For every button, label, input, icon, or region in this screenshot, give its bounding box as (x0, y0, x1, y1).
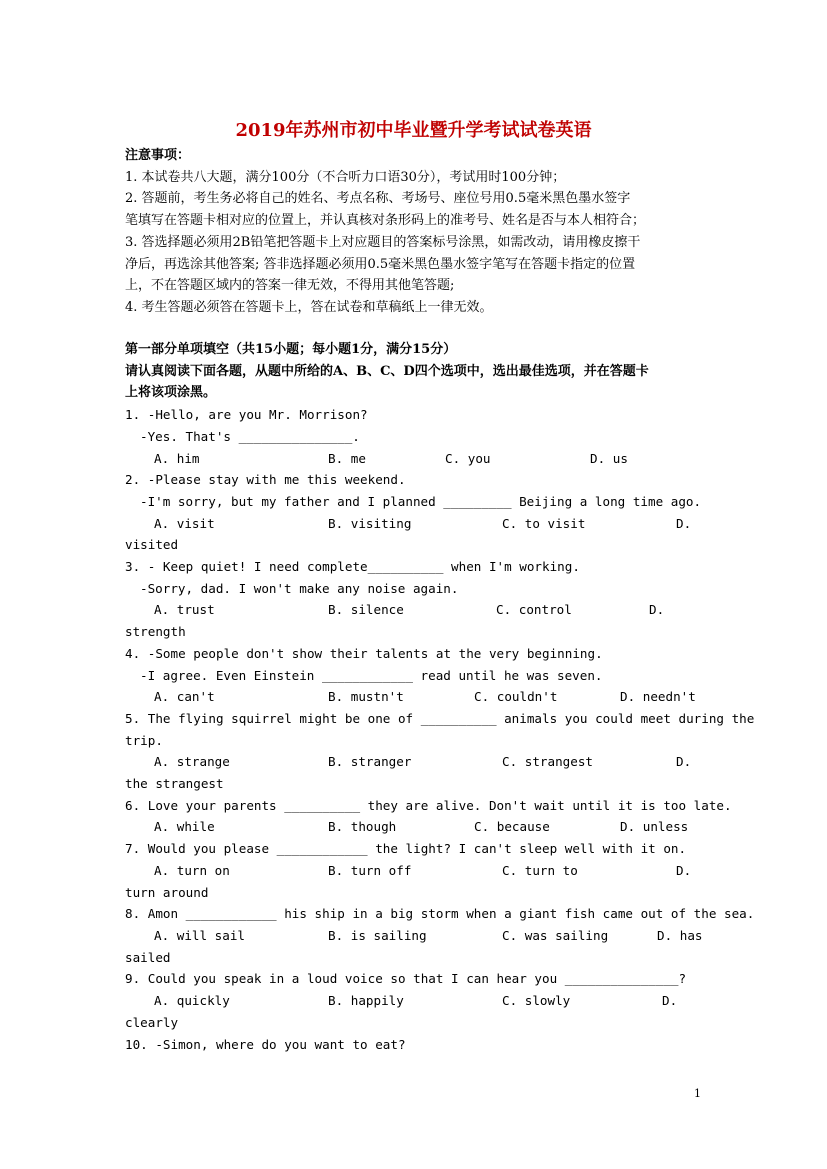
question-1: 1. -Hello, are you Mr. Morrison? (125, 407, 368, 423)
option-b: B. is sailing (328, 927, 427, 943)
option-c: C. to visit (502, 515, 586, 531)
question-5-wrap: trip. (125, 732, 163, 748)
option-b: B. visiting (328, 515, 412, 531)
notice-line: 4. 考生答题必须答在答题卡上，答在试卷和草稿纸上一律无效。 (125, 299, 493, 315)
option-a: A. will sail (154, 927, 245, 943)
option-a: A. turn on (154, 862, 230, 878)
option-c: C. strangest (502, 754, 593, 770)
question-8: 8. Amon ____________ his ship in a big storm when a giant fish came out of the sea. (125, 906, 755, 922)
part1-section (125, 339, 755, 1055)
option-d-wrap: strength (125, 624, 186, 640)
question-9-options (125, 990, 705, 1012)
notice-line: 1. 本试卷共八大题，满分100分（不合听力口语30分），考试用时100分钟； (125, 169, 566, 185)
option-d: D. (676, 515, 692, 531)
option-a: A. visit (154, 515, 215, 531)
question-4-reply: -I agree. Even Einstein ____________ read until he was seven. (140, 667, 603, 683)
notice-line: 笔填写在答题卡相对应的位置上，并认真核对条形码上的准考号、姓名是否与本人相符合； (125, 213, 646, 229)
option-d: D. (676, 754, 692, 770)
question-9: 9. Could you speak in a loud voice so that I can hear you _______________? (125, 971, 687, 987)
option-b: B. silence (328, 602, 404, 618)
option-c: C. couldn't (474, 689, 558, 705)
notice-line: 2. 答题前，考生务必将自己的姓名、考点名称、考场号、座位号用0.5毫米黑色墨水签字 (125, 191, 631, 207)
question-3-reply: -Sorry, dad. I won't make any noise again. (140, 580, 459, 596)
option-c: C. slowly (502, 993, 571, 1009)
option-d-wrap: the strangest (125, 776, 224, 792)
question-2: 2. -Please stay with me this weekend. (125, 472, 406, 488)
option-c: C. was sailing (502, 927, 609, 943)
notice-heading: 注意事项： (125, 148, 191, 163)
page-number: 1 (694, 1087, 701, 1100)
question-1-options (125, 448, 705, 470)
question-8-options (125, 925, 705, 947)
question-5-options (125, 751, 705, 773)
question-5: 5. The flying squirrel might be one of __________ animals you could meet during the (125, 710, 755, 726)
option-d-wrap: sailed (125, 949, 171, 965)
question-7: 7. Would you please ____________ the light? I can't sleep well with it on. (125, 841, 687, 857)
option-d-wrap: clearly (125, 1014, 179, 1030)
option-b: B. happily (328, 993, 404, 1009)
question-1-reply: -Yes. That's _______________. (140, 428, 360, 444)
option-d: D. (676, 862, 692, 878)
option-b: B. stranger (328, 754, 412, 770)
part1-instruction: 上将该项涂黑。 (125, 385, 217, 401)
option-a: A. quickly (154, 993, 230, 1009)
question-3: 3. - Keep quiet! I need complete__________ when I'm working. (125, 559, 580, 575)
option-b: B. turn off (328, 862, 412, 878)
question-4-options (125, 686, 705, 708)
notice-line: 净后，再选涂其他答案; 答非选择题必须用0.5毫米黑色墨水签字笔写在答题卡指定的位置 (125, 256, 636, 272)
question-2-reply: -I'm sorry, but my father and I planned _________ Beijing a long time ago. (140, 493, 702, 509)
option-a: A. can't (154, 689, 215, 705)
option-c: C. because (474, 819, 550, 835)
option-a: A. while (154, 819, 215, 835)
option-d: D. has (657, 927, 703, 943)
option-d-wrap: visited (125, 537, 179, 553)
question-10: 10. -Simon, where do you want to eat? (125, 1036, 406, 1052)
option-d-wrap: turn around (125, 884, 209, 900)
question-6: 6. Love your parents __________ they are alive. Don't wait until it is too late. (125, 797, 732, 813)
option-b: B. mustn't (328, 689, 404, 705)
option-a: A. him (154, 450, 200, 466)
option-d: D. needn't (620, 689, 696, 705)
option-a: A. trust (154, 602, 215, 618)
question-6-options (125, 816, 705, 838)
option-c: C. control (496, 602, 572, 618)
notice-line: 上，不在答题区域内的答案一律无效，不得用其他笔答题; (125, 278, 455, 294)
option-d: D. (662, 993, 678, 1009)
notice-line: 3. 答选择题必须用2B铅笔把答题卡上对应题目的答案标号涂黑，如需改动，请用橡皮擦干 (125, 234, 641, 250)
option-b: B. me (328, 450, 366, 466)
notice-section (125, 145, 705, 319)
option-c: C. you (445, 450, 491, 466)
part1-heading: 第一部分单项填空（共15小题；每小题1分，满分15分） (125, 342, 457, 357)
option-a: A. strange (154, 754, 230, 770)
exam-title: 2019年苏州市初中毕业暨升学考试试卷英语 (235, 120, 592, 141)
question-7-options (125, 860, 705, 882)
question-4: 4. -Some people don't show their talents at the very beginning. (125, 645, 603, 661)
option-b: B. though (328, 819, 397, 835)
question-2-options (125, 513, 705, 535)
option-d: D. us (590, 450, 628, 466)
option-c: C. turn to (502, 862, 578, 878)
question-3-options (125, 599, 705, 621)
part1-instruction: 请认真阅读下面各题，从题中所给的A、B、C、D四个选项中，选出最佳选项，并在答题卡 (125, 363, 649, 379)
option-d: D. unless (620, 819, 689, 835)
option-d: D. (649, 602, 665, 618)
